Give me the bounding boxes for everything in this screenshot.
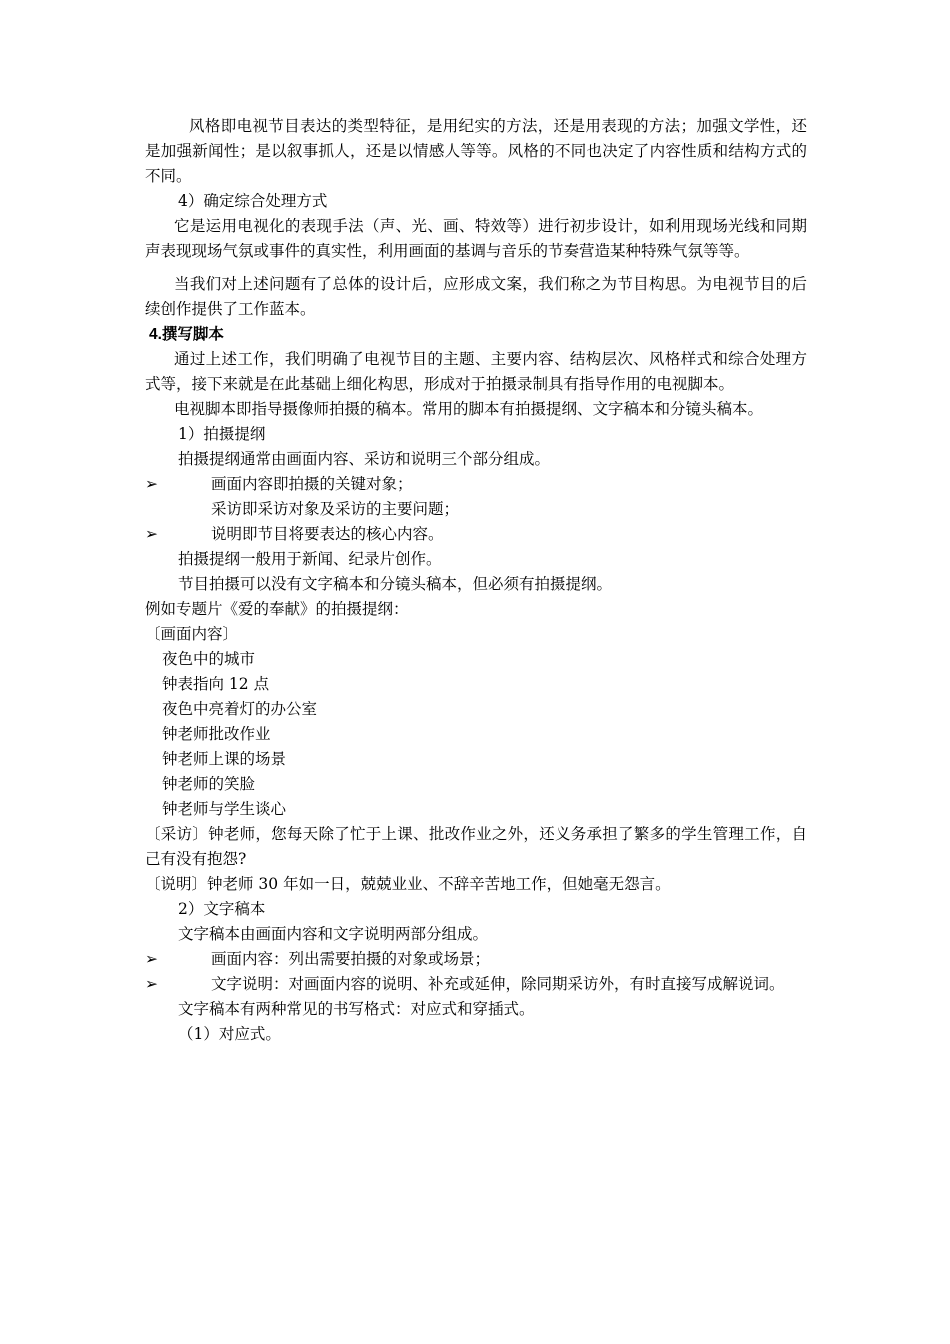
paragraph-outline-parts: 拍摄提纲通常由画面内容、采访和说明三个部分组成。 xyxy=(178,450,551,468)
paragraph-script-definition: 电视脚本即指导摄像师拍摄的稿本。常用的脚本有拍摄提纲、文字稿本和分镜头稿本。 xyxy=(174,400,764,418)
scene-item: 夜色中亮着灯的办公室 xyxy=(162,700,318,718)
subheading-text-script: 2）文字稿本 xyxy=(178,900,266,918)
paragraph-outline-usage: 拍摄提纲一般用于新闻、纪录片创作。 xyxy=(178,550,442,568)
bullet-text: 画面内容：列出需要拍摄的对象或场景； xyxy=(211,950,491,968)
scene-item: 钟老师上课的场景 xyxy=(162,750,287,768)
bullet-arrow-icon: ➢ xyxy=(145,975,158,993)
bullet-text: 采访即采访对象及采访的主要问题； xyxy=(211,500,460,518)
subheading-corresponding: （1）对应式。 xyxy=(178,1025,281,1043)
bullet-item xyxy=(145,947,807,972)
paragraph-formats: 文字稿本有两种常见的书写格式：对应式和穿插式。 xyxy=(178,1000,535,1018)
scene-item: 夜色中的城市 xyxy=(162,650,256,668)
bullet-text: 说明即节目将要表达的核心内容。 xyxy=(211,525,444,543)
paragraph-processing: 它是运用电视化的表现手法（声、光、画、特效等）进行初步设计，如利用现场光线和同期声表现现场气氛或事件的真实性，利用画面的基调与音乐的节奏营造某种特殊气氛等等。 xyxy=(145,217,807,260)
bullet-text: 文字说明：对画面内容的说明、补充或延伸，除同期采访外，有时直接写成解说词。 xyxy=(211,975,785,993)
scene-item: 钟老师批改作业 xyxy=(162,725,271,743)
spacer xyxy=(145,264,807,272)
bullet-item xyxy=(145,972,807,997)
subheading-processing: 4）确定综合处理方式 xyxy=(178,192,328,210)
bullet-arrow-icon: ➢ xyxy=(145,475,158,493)
subheading-outline: 1）拍摄提纲 xyxy=(178,425,266,443)
paragraph-interview: 〔采访〕钟老师，您每天除了忙于上课、批改作业之外，还义务承担了繁多的学生管理工作，自己有没有抱怨? xyxy=(145,825,807,868)
scene-item: 钟老师与学生谈心 xyxy=(162,800,287,818)
bullet-arrow-icon: ➢ xyxy=(145,525,158,543)
paragraph-text-script-parts: 文字稿本由画面内容和文字说明两部分组成。 xyxy=(178,925,489,943)
bullet-text: 画面内容即拍摄的关键对象； xyxy=(211,475,413,493)
bullet-arrow-icon: ➢ xyxy=(145,950,158,968)
scene-item: 钟老师的笑脸 xyxy=(162,775,256,793)
section-heading-script: 4.撰写脚本 xyxy=(149,326,224,343)
paragraph-style: 风格即电视节目表达的类型特征，是用纪实的方法，还是用表现的方法；加强文学性，还是加强新闻性；是以叙事抓人，还是以情感人等等。风格的不同也决定了内容性质和结构方式的不同。 xyxy=(145,117,807,185)
paragraph-script-intro: 通过上述工作，我们明确了电视节目的主题、主要内容、结构层次、风格样式和综合处理方式等，接下来就是在此基础上细化构思，形成对于拍摄录制具有指导作用的电视脚本。 xyxy=(145,350,807,393)
label-scene-content: 〔画面内容〕 xyxy=(145,625,239,643)
bullet-item xyxy=(145,522,807,547)
bullet-item xyxy=(145,497,807,522)
paragraph-example-intro: 例如专题片《爱的奉献》的拍摄提纲： xyxy=(145,600,409,618)
paragraph-concept: 当我们对上述问题有了总体的设计后，应形成文案，我们称之为节目构思。为电视节目的后续创作提供了工作蓝本。 xyxy=(145,275,807,318)
paragraph-explanation: 〔说明〕钟老师 30 年如一日，兢兢业业、不辞辛苦地工作，但她毫无怨言。 xyxy=(145,875,671,893)
bullet-item xyxy=(145,472,807,497)
scene-item: 钟表指向 12 点 xyxy=(162,675,270,693)
document-body xyxy=(145,114,807,1047)
paragraph-outline-required: 节目拍摄可以没有文字稿本和分镜头稿本，但必须有拍摄提纲。 xyxy=(178,575,613,593)
